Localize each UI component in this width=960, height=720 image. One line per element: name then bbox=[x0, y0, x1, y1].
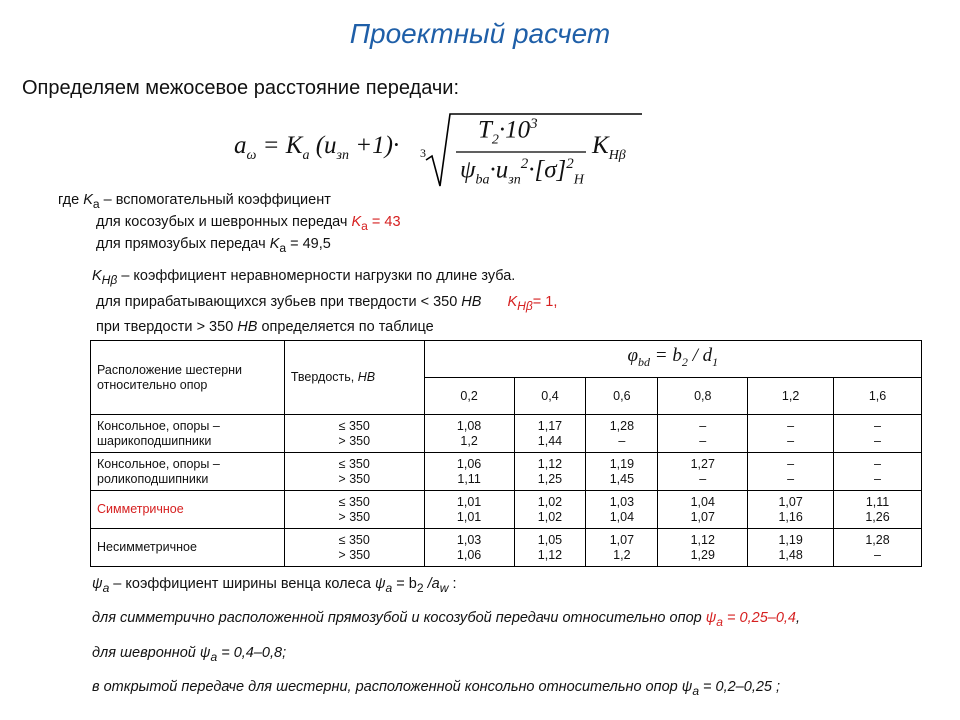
cell-value: 1,2 bbox=[460, 433, 478, 448]
cell-value: 1,44 bbox=[537, 433, 563, 448]
column-header: 1,2 bbox=[748, 378, 834, 415]
row-label: Консольное, опоры – шарикоподшипники bbox=[91, 415, 285, 453]
header-hardness: Твердость, HB bbox=[284, 341, 424, 415]
value-cell bbox=[834, 415, 922, 453]
hardness-value: > 350 bbox=[338, 509, 371, 524]
value-cell bbox=[658, 491, 748, 529]
cell-value: 1,11 bbox=[865, 494, 890, 509]
cell-value: – bbox=[787, 456, 795, 471]
cell-value: 1,06 bbox=[456, 456, 482, 471]
cell-value: 1,03 bbox=[609, 494, 635, 509]
cell-value: – bbox=[618, 433, 626, 448]
cell-value: 1,25 bbox=[537, 471, 563, 486]
cell-value: 1,01 bbox=[456, 509, 482, 524]
khb-runin-line: для прирабатывающихся зубьев при твердости < 350 HB $K_{H\beta}= 1$, bbox=[96, 294, 558, 313]
cell-value: 1,28 bbox=[865, 532, 890, 547]
cell-value: 1,07 bbox=[690, 509, 715, 524]
cell-value: – bbox=[787, 471, 795, 486]
cell-value: 1,27 bbox=[690, 456, 715, 471]
value-cell bbox=[514, 529, 586, 567]
cell-value: 1,07 bbox=[609, 532, 635, 547]
value-cell bbox=[586, 529, 658, 567]
cell-value: – bbox=[787, 418, 795, 433]
cell-value: 1,02 bbox=[537, 494, 563, 509]
row-label: Симметричное bbox=[91, 491, 285, 529]
table-row bbox=[91, 415, 922, 453]
value-cell bbox=[658, 529, 748, 567]
hardness-value: > 350 bbox=[338, 433, 371, 448]
cell-value: 1,07 bbox=[778, 494, 803, 509]
cell-value: – bbox=[699, 433, 707, 448]
hardness-value: ≤ 350 bbox=[338, 532, 370, 547]
psi-description: $\psi_a$ – коэффициент ширины венца колеса $\psi_a = b_2$ $/a_w$ : bbox=[92, 576, 457, 595]
hardness-value: ≤ 350 bbox=[338, 418, 370, 433]
value-cell bbox=[424, 529, 514, 567]
row-hardness bbox=[284, 491, 424, 529]
table-row bbox=[91, 453, 922, 491]
psi-open-line: в открытой передаче для шестерни, расположенной консольно относительно опор $\psi_a = 0,2-0,25$ ; bbox=[92, 679, 781, 698]
root-index: 3 bbox=[420, 146, 426, 160]
cell-value: 1,04 bbox=[609, 509, 635, 524]
cell-value: – bbox=[874, 456, 881, 471]
cell-value: 1,45 bbox=[609, 471, 635, 486]
header-position: Расположение шестерни относительно опор bbox=[91, 341, 285, 415]
cell-value: – bbox=[787, 433, 795, 448]
value-cell bbox=[748, 491, 834, 529]
column-header: 0,4 bbox=[514, 378, 586, 415]
cell-value: 1,48 bbox=[778, 547, 803, 562]
cell-value: 1,17 bbox=[537, 418, 563, 433]
value-cell bbox=[514, 415, 586, 453]
value-cell bbox=[424, 415, 514, 453]
subtitle: Определяем межосевое расстояние передачи: bbox=[22, 77, 460, 99]
cell-value: – bbox=[699, 471, 707, 486]
khb-table bbox=[90, 340, 922, 567]
cell-value: 1,04 bbox=[690, 494, 715, 509]
value-cell bbox=[748, 415, 834, 453]
cell-value: 1,05 bbox=[537, 532, 563, 547]
hardness-value: ≤ 350 bbox=[338, 494, 370, 509]
ka-description: где $K_a$ – вспомогательный коэффициент bbox=[58, 192, 331, 211]
center-distance-formula bbox=[234, 110, 654, 190]
ka-spur-line: для прямозубых передач $K_a = 49,5$ bbox=[96, 236, 331, 255]
cell-value: – bbox=[874, 471, 881, 486]
cell-value: 1,02 bbox=[537, 509, 563, 524]
value-cell bbox=[586, 415, 658, 453]
cell-value: 1,06 bbox=[456, 547, 482, 562]
value-cell bbox=[424, 491, 514, 529]
formula-numerator: $T_2\cdot 10^3$ bbox=[478, 116, 538, 148]
cell-value: 1,26 bbox=[865, 509, 890, 524]
cell-value: – bbox=[699, 418, 707, 433]
cell-value: 1,19 bbox=[609, 456, 635, 471]
column-header: 0,8 bbox=[658, 378, 748, 415]
khb-description: $K_{H\beta}$ – коэффициент неравномерности нагрузки по длине зуба. bbox=[92, 268, 516, 287]
hardness-value: ≤ 350 bbox=[338, 456, 370, 471]
value-cell bbox=[658, 453, 748, 491]
table-row bbox=[91, 529, 922, 567]
value-cell bbox=[834, 453, 922, 491]
cell-value: 1,2 bbox=[613, 547, 631, 562]
value-cell bbox=[658, 415, 748, 453]
row-hardness bbox=[284, 529, 424, 567]
page-title: Проектный расчет bbox=[349, 18, 611, 49]
hardness-value: > 350 bbox=[338, 471, 371, 486]
value-cell bbox=[834, 491, 922, 529]
row-label: Несимметричное bbox=[91, 529, 285, 567]
psi-chevron-line: для шевронной $\psi_a = 0,4-0,8$; bbox=[92, 645, 287, 664]
cell-value: – bbox=[874, 418, 881, 433]
cell-value: 1,12 bbox=[537, 456, 563, 471]
value-cell bbox=[586, 491, 658, 529]
formula-lhs: $a_\omega = K_a$ $(u_{зп} +1)\cdot$ bbox=[234, 132, 400, 163]
cell-value: 1,28 bbox=[609, 418, 635, 433]
cell-value: 1,01 bbox=[456, 494, 482, 509]
row-hardness bbox=[284, 453, 424, 491]
khb-table-note: при твердости > 350 HB определяется по таблице bbox=[96, 319, 434, 335]
value-cell bbox=[514, 491, 586, 529]
cell-value: 1,12 bbox=[690, 532, 715, 547]
cell-value: 1,12 bbox=[537, 547, 563, 562]
value-cell bbox=[748, 453, 834, 491]
formula-denominator: $\psi_{ba}\cdot u_{зп}^2\cdot[\sigma]^2_H$ bbox=[460, 156, 584, 188]
row-hardness bbox=[284, 415, 424, 453]
ka-helical-line: для косозубых и шевронных передач $K_a = 43$ bbox=[96, 214, 401, 233]
column-header: 0,2 bbox=[424, 378, 514, 415]
cell-value: 1,11 bbox=[457, 471, 481, 486]
value-cell bbox=[748, 529, 834, 567]
column-header: 0,6 bbox=[586, 378, 658, 415]
row-label: Консольное, опоры – роликоподшипники bbox=[91, 453, 285, 491]
hardness-value: > 350 bbox=[338, 547, 371, 562]
cell-value: 1,03 bbox=[456, 532, 482, 547]
cell-value: – bbox=[874, 547, 881, 562]
cell-value: – bbox=[874, 433, 881, 448]
formula-khb: $K_{H\beta}$ bbox=[592, 132, 626, 163]
value-cell bbox=[514, 453, 586, 491]
cell-value: 1,16 bbox=[778, 509, 803, 524]
value-cell bbox=[834, 529, 922, 567]
value-cell bbox=[424, 453, 514, 491]
column-header: 1,6 bbox=[834, 378, 922, 415]
cell-value: 1,29 bbox=[690, 547, 715, 562]
header-phi: $\varphi_{bd} = b_2 / d_1$ bbox=[424, 341, 921, 378]
cell-value: 1,19 bbox=[778, 532, 803, 547]
psi-symmetric-line: для симметрично расположенной прямозубой и косозубой передачи относительно опор $\psi_a = 0,25-0,4$, bbox=[92, 610, 801, 629]
table-row bbox=[91, 491, 922, 529]
cell-value: 1,08 bbox=[456, 418, 482, 433]
value-cell bbox=[586, 453, 658, 491]
